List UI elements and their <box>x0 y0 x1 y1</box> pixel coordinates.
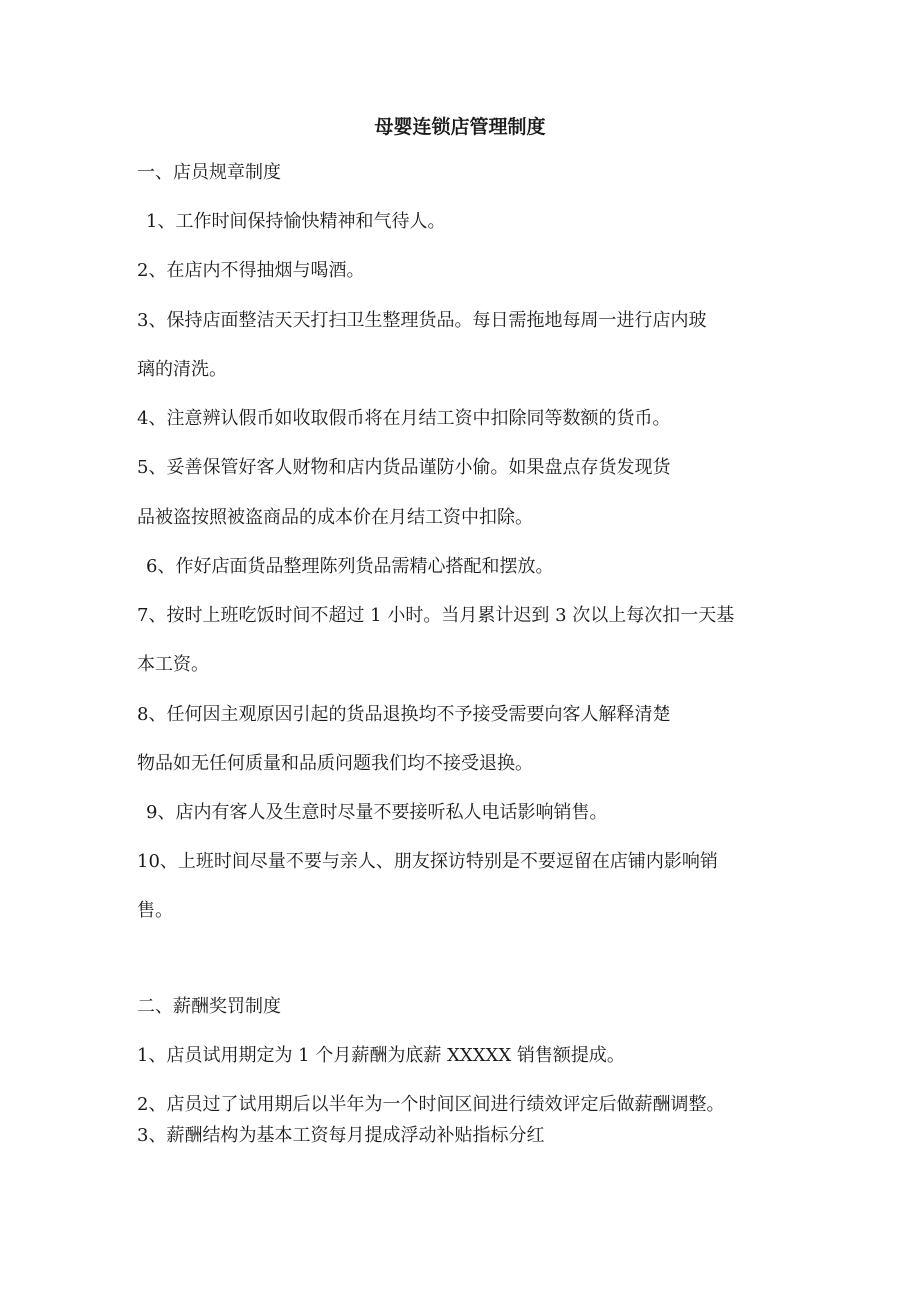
document-title: 母婴连锁店管理制度 <box>374 116 546 138</box>
rule-line: 8、任何因主观原因引起的货品退换均不予接受需要向客人解释清楚 <box>137 704 671 725</box>
rule-line: 9、店内有客人及生意时尽量不要接听私人电话影响销售。 <box>146 802 608 823</box>
rule-line: 售。 <box>137 900 173 921</box>
rule-line: 璃的清洗。 <box>137 359 227 380</box>
rule-line: 品被盗按照被盗商品的成本价在月结工资中扣除。 <box>137 507 533 528</box>
rule-line: 2、店员过了试用期后以半年为一个时间区间进行绩效评定后做薪酬调整。 <box>137 1094 725 1115</box>
rule-line: 4、注意辨认假币如收取假币将在月结工资中扣除同等数额的货币。 <box>137 408 671 429</box>
rule-line: 3、薪酬结构为基本工资每月提成浮动补贴指标分红 <box>137 1125 545 1146</box>
rule-line: 7、按时上班吃饭时间不超过 1 小时。当月累计迟到 3 次以上每次扣一天基 <box>137 605 735 626</box>
rule-line: 10、上班时间尽量不要与亲人、朋友探访特别是不要逗留在店铺内影响销 <box>137 851 718 872</box>
rule-line: 1、店员试用期定为 1 个月薪酬为底薪 XXXXX 销售额提成。 <box>137 1045 625 1066</box>
rule-line: 5、妥善保管好客人财物和店内货品谨防小偷。如果盘点存货发现货 <box>137 457 671 478</box>
rule-line: 物品如无任何质量和品质问题我们均不接受退换。 <box>137 753 533 774</box>
section-heading-pay-rules: 二、薪酬奖罚制度 <box>137 996 281 1017</box>
rule-line: 3、保持店面整洁天天打扫卫生整理货品。每日需拖地每周一进行店内玻 <box>137 310 707 331</box>
rule-line: 1、工作时间保持愉快精神和气待人。 <box>146 211 446 232</box>
section-heading-staff-rules: 一、店员规章制度 <box>137 162 281 183</box>
rule-line: 6、作好店面货品整理陈列货品需精心搭配和摆放。 <box>146 556 554 577</box>
rule-line: 2、在店内不得抽烟与喝酒。 <box>137 260 365 281</box>
rule-line: 本工资。 <box>137 654 209 675</box>
